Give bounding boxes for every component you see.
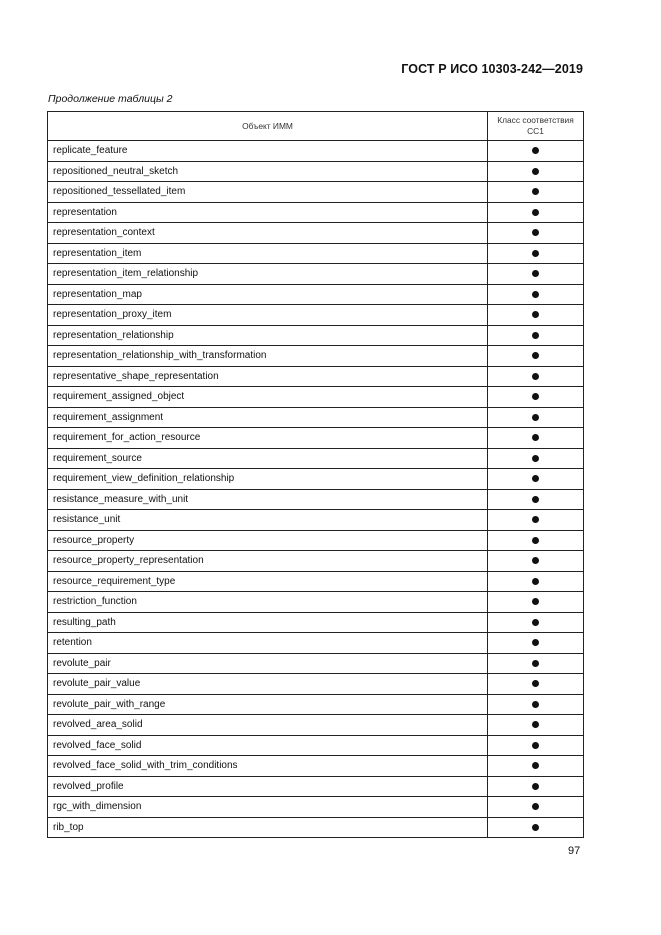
object-name-cell: representation_context [48,223,488,244]
filled-circle-icon [532,783,539,790]
object-name-cell: representation_relationship [48,325,488,346]
conformance-mark-cell [488,510,584,531]
conformance-mark-cell [488,141,584,162]
conformance-mark-cell [488,448,584,469]
conformance-mark-cell [488,633,584,654]
conformance-mark-cell [488,202,584,223]
object-name-cell: restriction_function [48,592,488,613]
table-body [48,141,584,838]
table-row [48,551,584,572]
conformance-mark-cell [488,407,584,428]
table-row [48,776,584,797]
table-row [48,182,584,203]
table-row [48,817,584,838]
table-row [48,756,584,777]
conformance-mark-cell [488,776,584,797]
filled-circle-icon [532,516,539,523]
conformance-mark-cell [488,735,584,756]
table-row [48,715,584,736]
table-row [48,243,584,264]
object-name-cell: replicate_feature [48,141,488,162]
column-header-object: Объект ИММ [48,112,488,141]
conformance-mark-cell [488,284,584,305]
table-row [48,674,584,695]
filled-circle-icon [532,352,539,359]
table-row [48,407,584,428]
filled-circle-icon [532,291,539,298]
filled-circle-icon [532,229,539,236]
conformance-mark-cell [488,223,584,244]
table-row [48,161,584,182]
table-row [48,448,584,469]
filled-circle-icon [532,414,539,421]
table-row [48,653,584,674]
object-name-cell: requirement_source [48,448,488,469]
filled-circle-icon [532,332,539,339]
filled-circle-icon [532,147,539,154]
object-name-cell: revolute_pair_with_range [48,694,488,715]
document-standard-header: ГОСТ Р ИСО 10303-242—2019 [401,62,583,76]
conformance-mark-cell [488,530,584,551]
object-name-cell: revolved_profile [48,776,488,797]
filled-circle-icon [532,680,539,687]
table-header-row [48,112,584,141]
object-name-cell: requirement_view_definition_relationship [48,469,488,490]
object-name-cell: revolute_pair_value [48,674,488,695]
table-row [48,325,584,346]
table-row [48,346,584,367]
conformance-mark-cell [488,653,584,674]
object-name-cell: resulting_path [48,612,488,633]
object-name-cell: representation [48,202,488,223]
table-row [48,694,584,715]
conformance-mark-cell [488,366,584,387]
filled-circle-icon [532,537,539,544]
filled-circle-icon [532,373,539,380]
table-row [48,510,584,531]
table-row [48,797,584,818]
object-name-cell: representation_item [48,243,488,264]
filled-circle-icon [532,496,539,503]
object-name-cell: representative_shape_representation [48,366,488,387]
conformance-mark-cell [488,674,584,695]
table-row [48,633,584,654]
column-header-line: Класс соответствия [497,115,574,125]
filled-circle-icon [532,660,539,667]
column-header-line: СС1 [527,126,544,136]
conformance-mark-cell [488,161,584,182]
page-number: 97 [568,845,581,857]
filled-circle-icon [532,557,539,564]
object-name-cell: resource_requirement_type [48,571,488,592]
object-name-cell: requirement_assignment [48,407,488,428]
object-name-cell: retention [48,633,488,654]
filled-circle-icon [532,209,539,216]
table-row [48,489,584,510]
object-name-cell: representation_proxy_item [48,305,488,326]
filled-circle-icon [532,701,539,708]
table-row [48,428,584,449]
table-caption: Продолжение таблицы 2 [48,93,173,105]
filled-circle-icon [532,434,539,441]
table-row [48,284,584,305]
conformance-mark-cell [488,756,584,777]
object-name-cell: repositioned_tessellated_item [48,182,488,203]
table-row [48,264,584,285]
table-row [48,571,584,592]
filled-circle-icon [532,393,539,400]
filled-circle-icon [532,824,539,831]
conformance-mark-cell [488,243,584,264]
table-row [48,530,584,551]
object-name-cell: revolved_face_solid_with_trim_conditions [48,756,488,777]
conformance-mark-cell [488,551,584,572]
conformance-mark-cell [488,387,584,408]
conformance-mark-cell [488,305,584,326]
object-name-cell: representation_map [48,284,488,305]
filled-circle-icon [532,168,539,175]
conformance-mark-cell [488,571,584,592]
conformance-table [47,111,584,838]
conformance-mark-cell [488,592,584,613]
conformance-mark-cell [488,612,584,633]
conformance-mark-cell [488,182,584,203]
object-name-cell: revolved_area_solid [48,715,488,736]
column-header-conformance-class [488,112,584,141]
filled-circle-icon [532,270,539,277]
conformance-mark-cell [488,797,584,818]
filled-circle-icon [532,188,539,195]
filled-circle-icon [532,619,539,626]
conformance-mark-cell [488,428,584,449]
object-name-cell: representation_relationship_with_transformation [48,346,488,367]
conformance-mark-cell [488,715,584,736]
filled-circle-icon [532,455,539,462]
filled-circle-icon [532,578,539,585]
object-name-cell: resource_property_representation [48,551,488,572]
object-name-cell: requirement_assigned_object [48,387,488,408]
filled-circle-icon [532,762,539,769]
table-row [48,592,584,613]
table-row [48,612,584,633]
filled-circle-icon [532,803,539,810]
table-row [48,305,584,326]
table-row [48,202,584,223]
object-name-cell: repositioned_neutral_sketch [48,161,488,182]
object-name-cell: rib_top [48,817,488,838]
filled-circle-icon [532,721,539,728]
object-name-cell: resistance_measure_with_unit [48,489,488,510]
filled-circle-icon [532,598,539,605]
table-row [48,366,584,387]
conformance-mark-cell [488,325,584,346]
table-row [48,735,584,756]
table-row [48,469,584,490]
object-name-cell: requirement_for_action_resource [48,428,488,449]
object-name-cell: representation_item_relationship [48,264,488,285]
object-name-cell: resistance_unit [48,510,488,531]
object-name-cell: revolute_pair [48,653,488,674]
table-row [48,223,584,244]
conformance-mark-cell [488,264,584,285]
conformance-mark-cell [488,469,584,490]
filled-circle-icon [532,742,539,749]
table-row [48,387,584,408]
filled-circle-icon [532,311,539,318]
object-name-cell: revolved_face_solid [48,735,488,756]
conformance-mark-cell [488,489,584,510]
filled-circle-icon [532,250,539,257]
conformance-mark-cell [488,694,584,715]
table-row [48,141,584,162]
filled-circle-icon [532,639,539,646]
conformance-mark-cell [488,817,584,838]
object-name-cell: resource_property [48,530,488,551]
conformance-mark-cell [488,346,584,367]
filled-circle-icon [532,475,539,482]
object-name-cell: rgc_with_dimension [48,797,488,818]
